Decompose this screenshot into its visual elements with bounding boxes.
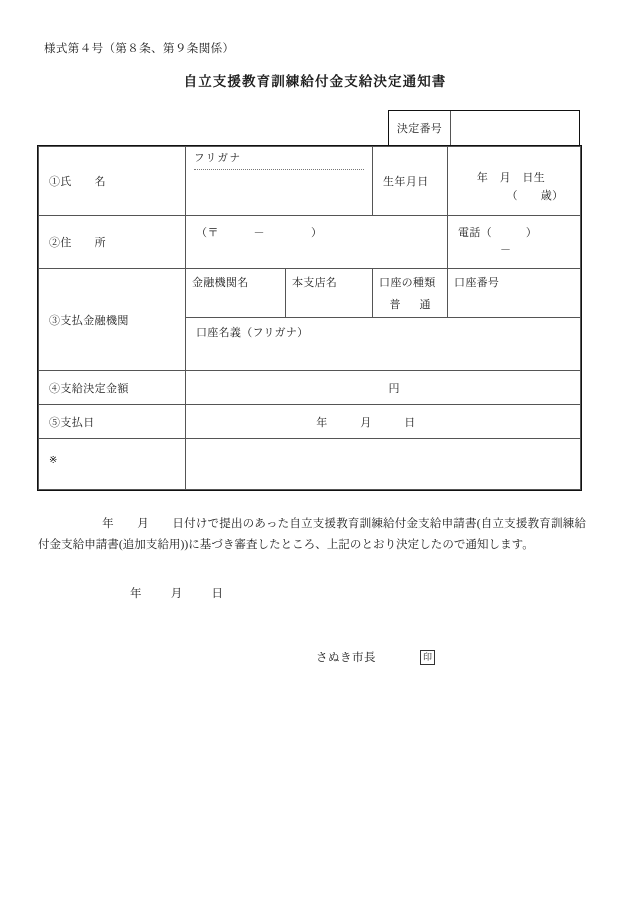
paragraph-date: 年 月 日 xyxy=(102,518,185,530)
bank-label: ③支払金融機関 xyxy=(49,314,129,327)
applicant-form-table xyxy=(38,146,581,490)
decision-number-strip xyxy=(388,110,580,146)
bank-label-cell xyxy=(39,269,186,371)
account-type-value: 普 通 xyxy=(389,299,435,311)
amount-value-cell[interactable] xyxy=(186,371,581,405)
birthdate-line: 年 月 日生 xyxy=(476,172,546,184)
note-mark-label: ※ xyxy=(49,455,58,466)
signer-name: さぬき市長 xyxy=(316,652,376,664)
bank-branch-cell[interactable] xyxy=(286,269,373,318)
notice-date-day: 日 xyxy=(211,588,224,600)
account-number-cell[interactable] xyxy=(448,269,581,318)
telephone-cell[interactable] xyxy=(448,216,581,269)
table-row-bank-headers xyxy=(39,269,581,318)
address-label: ②住 所 xyxy=(49,237,106,249)
amount-label-cell xyxy=(39,371,186,405)
note-value-cell[interactable] xyxy=(186,439,581,490)
seal-stamp-icon: 印 xyxy=(420,650,435,665)
address-value-cell[interactable] xyxy=(186,216,448,269)
payday-month: 月 xyxy=(360,417,372,429)
account-number-header: 口座番号 xyxy=(454,277,500,289)
name-value-cell[interactable] xyxy=(186,147,373,216)
body-paragraph xyxy=(38,514,586,557)
bank-branch-header: 本支店名 xyxy=(292,277,338,289)
name-label: ①氏 名 xyxy=(49,176,106,188)
decision-number-label: 決定番号 xyxy=(389,111,451,145)
payday-day: 日 xyxy=(404,417,416,429)
zip-code-line: （〒 － ） xyxy=(196,227,323,239)
bank-institution-header: 金融機関名 xyxy=(192,277,249,289)
notice-date-line xyxy=(130,585,224,601)
amount-label: ④支給決定金額 xyxy=(49,382,129,395)
form-number: 様式第４号（第８条、第９条関係） xyxy=(44,43,235,55)
account-type-cell[interactable] xyxy=(373,269,448,318)
furigana-label: フリガナ xyxy=(194,153,242,164)
document-title: 自立支援教育訓練給付金支給決定通知書 xyxy=(183,74,447,89)
table-row-name xyxy=(39,147,581,216)
signature-line xyxy=(316,649,435,665)
telephone-label: 電話（ ） xyxy=(458,227,538,239)
payday-value-cell[interactable] xyxy=(186,405,581,439)
birthdate-label: 生年月日 xyxy=(383,176,429,188)
furigana-dotted-line xyxy=(194,166,364,170)
age-line: （ 歳） xyxy=(506,190,564,202)
note-label-cell xyxy=(39,439,186,490)
account-type-header: 口座の種類 xyxy=(379,277,436,289)
birthdate-value-cell[interactable] xyxy=(448,147,581,216)
table-row-amount xyxy=(39,371,581,405)
account-name-cell[interactable] xyxy=(186,318,581,371)
table-row-note xyxy=(39,439,581,490)
name-label-cell xyxy=(39,147,186,216)
payday-label: ⑤支払日 xyxy=(49,416,95,429)
payday-label-cell xyxy=(39,405,186,439)
telephone-dash: － xyxy=(500,244,512,256)
notice-date-year: 年 xyxy=(130,588,142,600)
paragraph-text: 付けで提出のあった自立支援教育訓練給付金支給申請書(自立支援教育訓練給付金支給申請書(追加支給用))に基づき審査したところ、上記のとおり決定したので通知します。 xyxy=(38,518,586,552)
amount-unit: 円 xyxy=(388,383,400,395)
address-label-cell xyxy=(39,216,186,269)
table-row-payday xyxy=(39,405,581,439)
birthdate-label-cell xyxy=(373,147,448,216)
decision-number-field[interactable] xyxy=(451,111,579,145)
notice-date-month: 月 xyxy=(170,588,183,600)
bank-institution-cell[interactable] xyxy=(186,269,286,318)
payday-year: 年 xyxy=(316,417,328,429)
account-name-label: 口座名義（フリガナ） xyxy=(196,327,309,339)
table-row-address xyxy=(39,216,581,269)
note-value xyxy=(186,439,580,449)
